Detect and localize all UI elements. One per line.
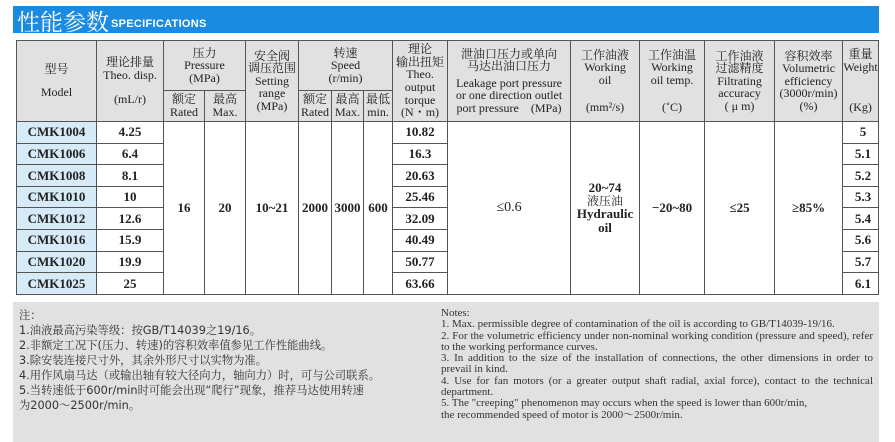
speed-max-cell: 3000	[332, 122, 364, 295]
notes-english	[441, 308, 873, 421]
notes-chinese	[19, 308, 429, 413]
model-cell: CMK1016	[17, 229, 97, 251]
section-banner	[13, 6, 879, 36]
displacement-cell: 15.9	[97, 229, 164, 251]
model-cell: CMK1010	[17, 186, 97, 208]
note-line: 为2000～2500r/min。	[19, 399, 141, 412]
header-weight: 重量 Weight (Kg)	[843, 41, 879, 122]
volumetric-efficiency-cell: ≥85%	[775, 122, 843, 295]
section-title-cn: 性能参数	[17, 10, 109, 36]
weight-cell: 5.7	[843, 251, 879, 273]
note-line: 1.油液最高污染等级：按GB/T14039之19/16。	[19, 324, 262, 337]
header-model: 型号 Model	[17, 41, 97, 122]
notes-box	[13, 302, 879, 442]
displacement-cell: 10	[97, 186, 164, 208]
table-row	[17, 122, 879, 144]
weight-cell: 5.3	[843, 186, 879, 208]
torque-cell: 63.66	[393, 273, 448, 295]
torque-cell: 50.77	[393, 251, 448, 273]
section-title-en: SPECIFICATIONS	[111, 18, 207, 30]
pressure-rated-cell: 16	[164, 122, 205, 295]
header-filtrating-accuracy: 工作油液 过滤精度 Filtrating accuracy ( μ m)	[705, 41, 775, 122]
specifications-table	[16, 40, 879, 295]
header-working-oil: 工作油液 Working oil (mm²/s)	[571, 41, 640, 122]
note-line: 3. In addition to the size of the installation of connections, the other dimensions in order to prevail in kind.	[441, 352, 873, 376]
speed-min-cell: 600	[364, 122, 393, 295]
model-cell: CMK1012	[17, 208, 97, 230]
pressure-max-cell: 20	[205, 122, 246, 295]
torque-cell: 25.46	[393, 186, 448, 208]
weight-cell: 5	[843, 122, 879, 144]
note-line: 2.非额定工况下(压力、转速)的容积效率值参见工作性能曲线。	[19, 339, 333, 352]
header-speed-rated: 额定 Rated	[299, 91, 332, 122]
working-oil-cell: 20~74 液压油 Hydraulic oil	[571, 122, 640, 295]
displacement-cell: 8.1	[97, 165, 164, 187]
header-volumetric-efficiency: 容积效率 Volumetric efficiency (3000r/min) (%)	[775, 41, 843, 122]
note-line: 5. The "creeping" phenomenon may occurs when the speed is lower than 600r/min,	[441, 397, 808, 410]
weight-cell: 5.1	[843, 143, 879, 165]
header-speed-max: 最高 Max.	[332, 91, 364, 122]
displacement-cell: 19.9	[97, 251, 164, 273]
speed-rated-cell: 2000	[299, 122, 332, 295]
header-leakage-pressure: 泄油口压力或单向 马达出油口压力 Leakage port pressure or one direction outlet port pressure (MPa)	[448, 41, 571, 122]
displacement-cell: 6.4	[97, 143, 164, 165]
note-line: 4.用作风扇马达（或输出轴有较大径向力，轴向力）时，可与公司联系。	[19, 369, 380, 382]
header-oil-temp: 工作油温 Working oil temp. (˚C)	[640, 41, 705, 122]
note-line: 2. For the volumetric efficiency under non-nominal working condition (pressure and speed), refer to the working performance curves.	[441, 329, 873, 353]
header-pressure-rated: 额定 Rated	[164, 91, 205, 122]
torque-cell: 20.63	[393, 165, 448, 187]
header-torque: 理论 输出扭矩 Theo. output torque (N・m)	[393, 41, 448, 122]
weight-cell: 6.1	[843, 273, 879, 295]
displacement-cell: 4.25	[97, 122, 164, 144]
model-cell: CMK1008	[17, 165, 97, 187]
model-cell: CMK1006	[17, 143, 97, 165]
filter-accuracy-cell: ≤25	[705, 122, 775, 295]
header-displacement: 理论排量 Theo. disp. (mL/r)	[97, 41, 164, 122]
oil-temp-cell: −20~80	[640, 122, 705, 295]
note-line: 1. Max. permissible degree of contamination of the oil is according to GB/T14039-19/16.	[441, 318, 835, 331]
displacement-cell: 12.6	[97, 208, 164, 230]
weight-cell: 5.4	[843, 208, 879, 230]
model-cell: CMK1025	[17, 273, 97, 295]
note-line: 注：	[19, 309, 42, 322]
header-setting-range: 安全阀 调压范围 Setting range (MPa)	[246, 41, 299, 122]
torque-cell: 40.49	[393, 229, 448, 251]
note-line: Notes:	[441, 307, 470, 319]
header-speed: 转速 Speed (r/min)	[299, 41, 393, 91]
model-cell: CMK1004	[17, 122, 97, 144]
header-pressure-max: 最高 Max.	[205, 91, 246, 122]
weight-cell: 5.2	[843, 165, 879, 187]
setting-range-cell: 10~21	[246, 122, 299, 295]
note-line: 4. Use for fan motors (or a greater output shaft radial, axial force), contact to the technical department.	[441, 374, 873, 399]
displacement-cell: 25	[97, 273, 164, 295]
torque-cell: 16.3	[393, 143, 448, 165]
torque-cell: 10.82	[393, 122, 448, 144]
note-line: 5.当转速低于600r/min时可能会出现“爬行”现象，推荐马达使用转速	[19, 384, 364, 397]
model-cell: CMK1020	[17, 251, 97, 273]
weight-cell: 5.6	[843, 229, 879, 251]
header-speed-min: 最低 min.	[364, 91, 393, 122]
note-line: 3.除安装连接尺寸外，其余外形尺寸以实物为准。	[19, 354, 268, 367]
torque-cell: 32.09	[393, 208, 448, 230]
note-line: the recommended speed of motor is 2000～2500r/min.	[441, 408, 683, 421]
header-pressure: 压力 Pressure (MPa)	[164, 41, 246, 91]
leakage-cell: ≤0.6	[448, 122, 571, 295]
